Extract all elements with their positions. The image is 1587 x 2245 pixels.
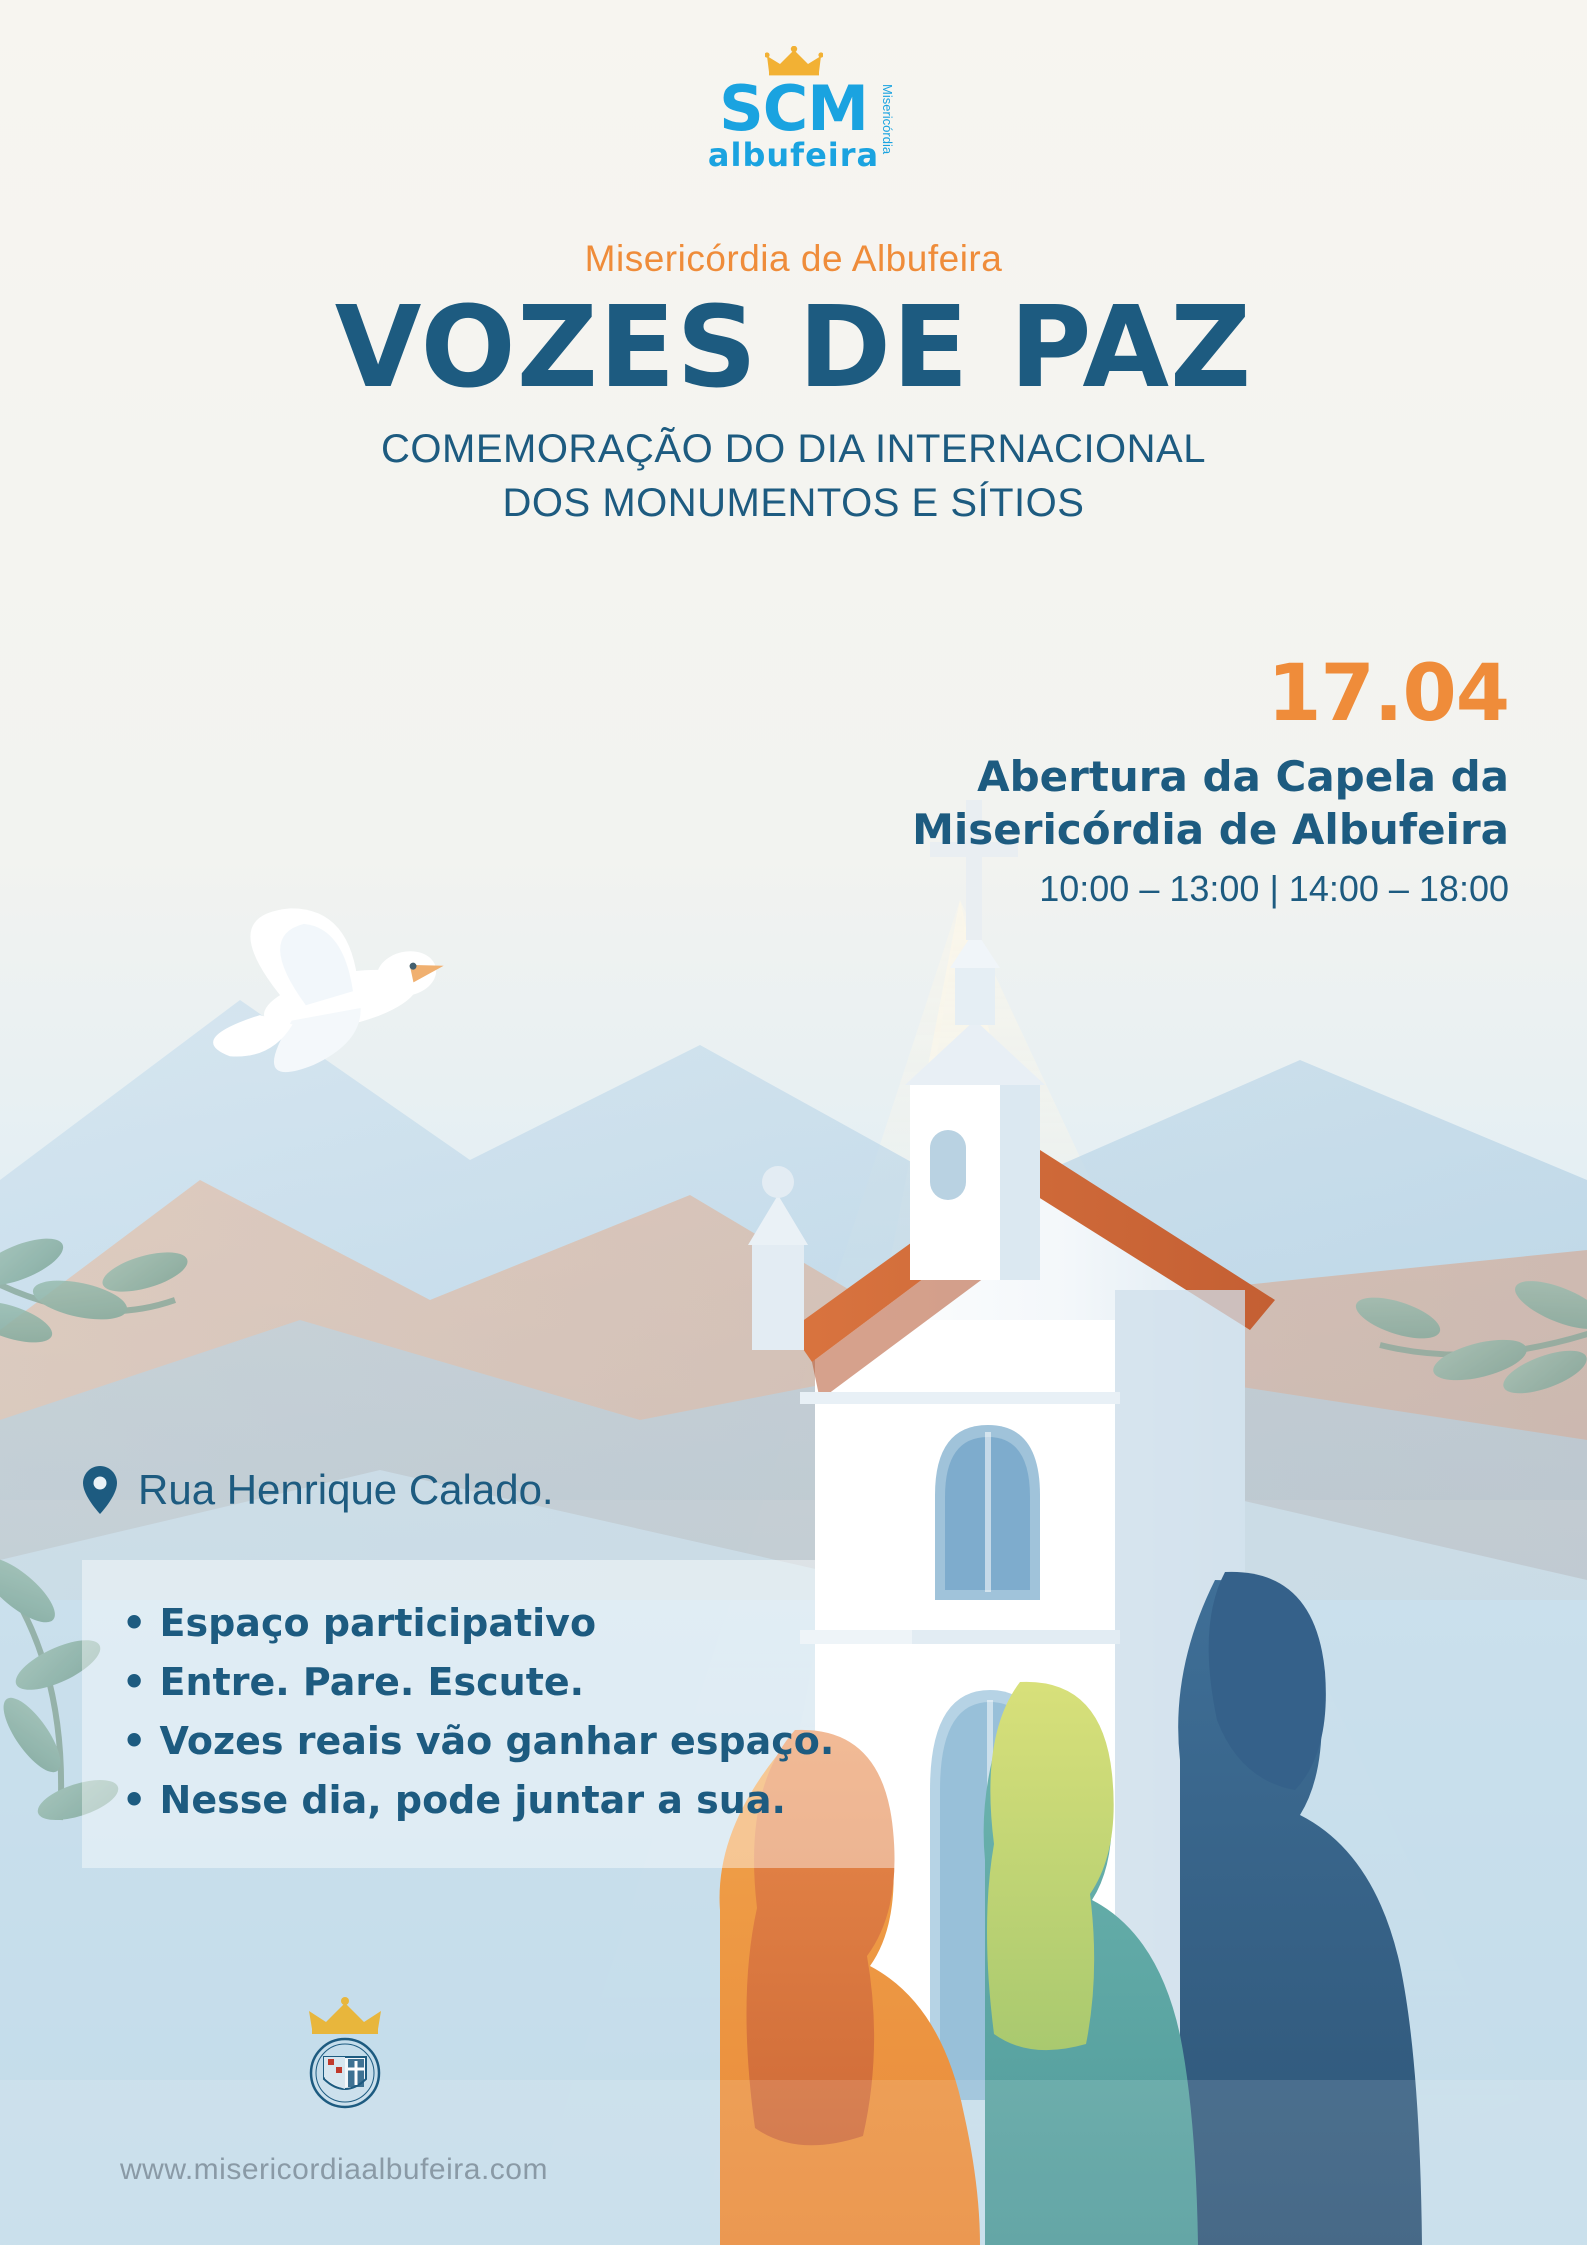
subtitle-line-1: COMEMORAÇÃO DO DIA INTERNACIONAL	[381, 426, 1206, 471]
list-item: • Espaço participativo	[122, 1594, 872, 1653]
logo-misericordia-text: Misericórdia	[879, 84, 895, 155]
event-name-line-2: Misericórdia de Albufeira	[912, 804, 1509, 854]
highlights-panel	[82, 1560, 912, 1868]
list-item: • Nesse dia, pode juntar a sua.	[122, 1771, 872, 1830]
event-date: 17.04	[1267, 649, 1509, 739]
location-address: Rua Henrique Calado.	[138, 1466, 554, 1513]
event-block	[912, 649, 1509, 910]
page-title: VOZES DE PAZ	[334, 283, 1253, 413]
subtitle-line-2: DOS MONUMENTOS E SÍTIOS	[502, 480, 1085, 525]
event-name-line-1: Abertura da Capela da	[977, 752, 1509, 801]
list-item: • Entre. Pare. Escute.	[122, 1653, 872, 1712]
headline-block	[0, 238, 1587, 530]
list-item: • Vozes reais vão ganhar espaço.	[122, 1712, 872, 1771]
website-url: www.misericordiaalbufeira.com	[120, 2153, 548, 2186]
kicker-text: Misericórdia de Albufeira	[584, 238, 1003, 279]
location-block	[82, 1465, 554, 1515]
event-hours: 10:00 – 13:00 | 14:00 – 18:00	[1039, 868, 1509, 909]
misericordia-crest-icon	[290, 1995, 400, 2125]
brand-logo	[0, 46, 1587, 174]
map-pin-icon	[82, 1465, 118, 1515]
logo-scm-text: SCM	[719, 72, 868, 145]
logo-albufeira-text: albufeira	[707, 136, 880, 174]
